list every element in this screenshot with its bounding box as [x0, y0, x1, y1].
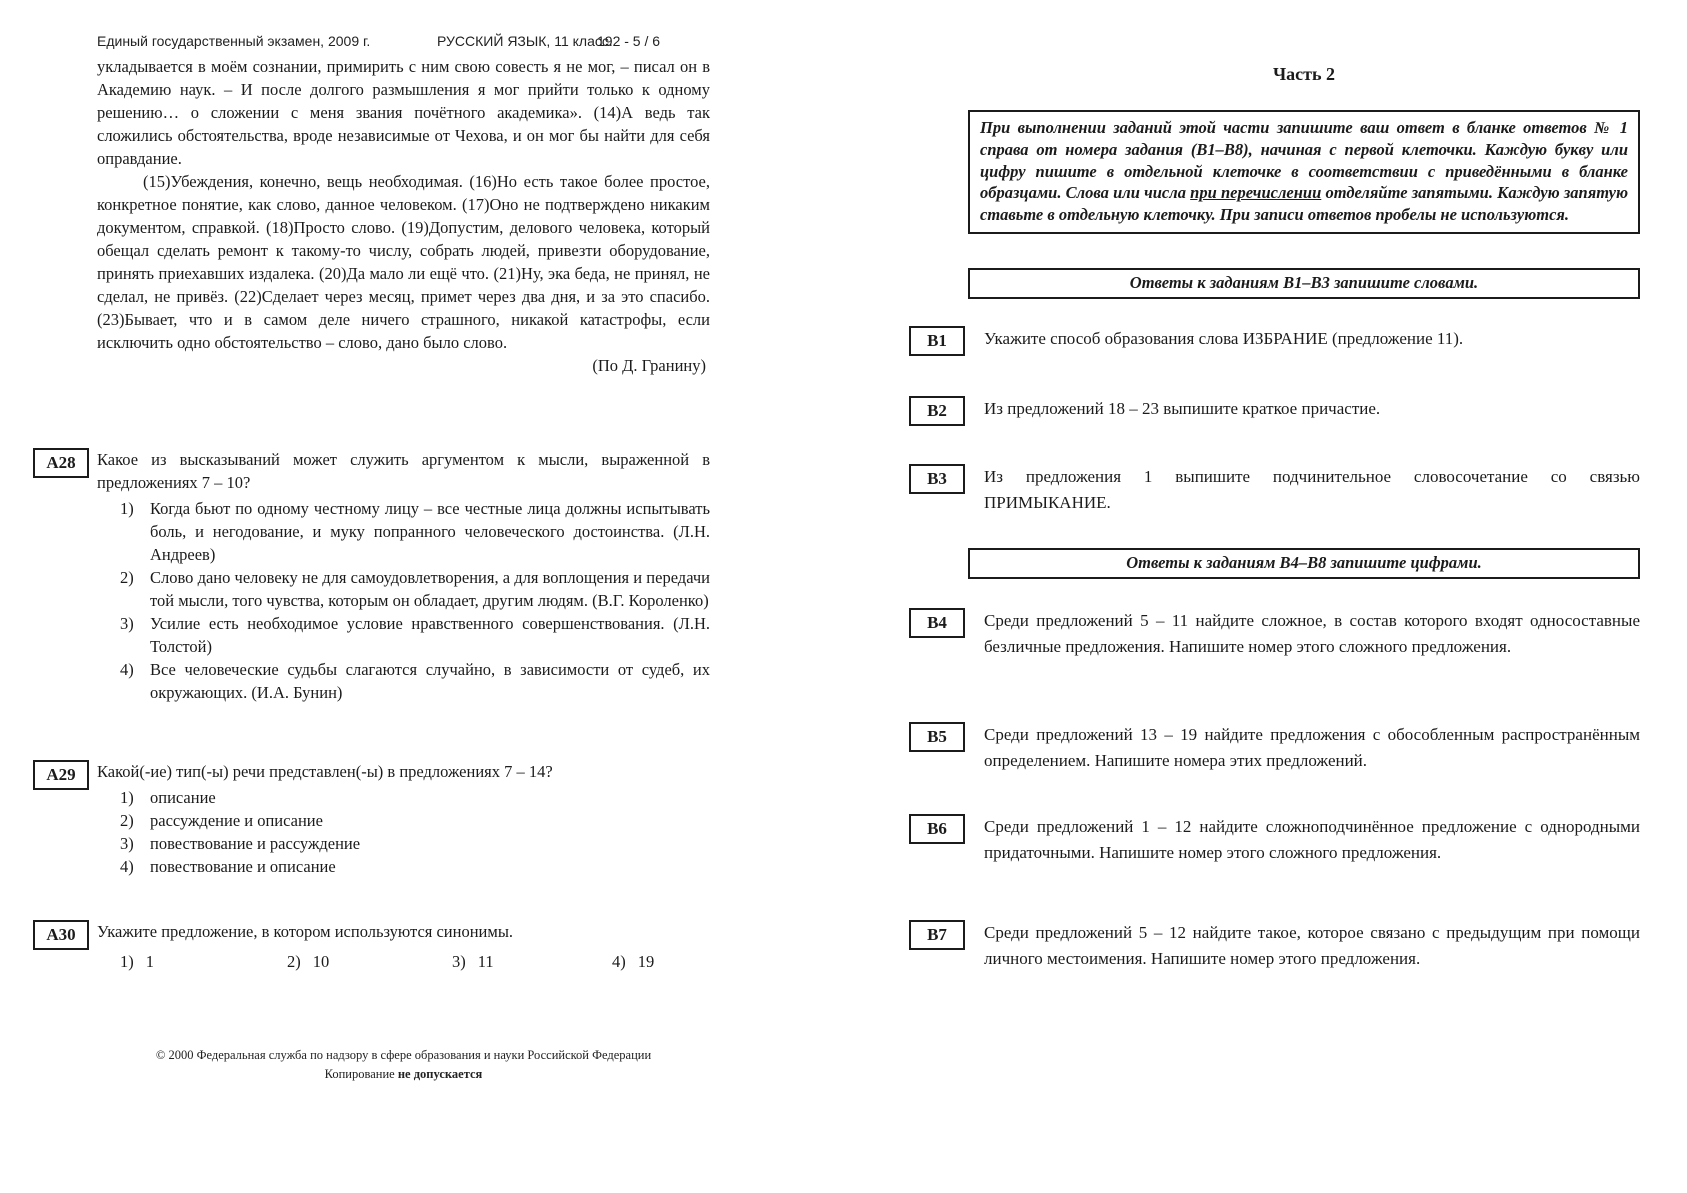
option-A29-4 — [120, 855, 710, 878]
question-label-B6: В6 — [909, 814, 965, 844]
instruction-text-before: При выполнении заданий этой части запишите ваш ответ в бланке ответов № 1 справа от номера задания (В1–В8), начиная с первой клеточки. Каждую букву или цифру пишите в отдельной клеточке в соответствии с приведёнными в бланке образцами. Слова или числа — [980, 118, 1628, 203]
option-text: повествование и рассуждение — [150, 834, 361, 853]
option-A30-3 — [452, 952, 612, 972]
passage-paragraph-2: (15)Убеждения, конечно, вещь необходимая. (16)Но есть такое более простое, конкретное понятие, как слово, данное человеком. (17)Оно не подтверждено никаким документом, справкой. (18)Просто слово. (19)Допустим, делового человека, который обещал сделать ремонт к такому-то числу, собрать людей, привезти оборудование, принять приехавших издалека. (20)Да мало ли ещё что. (21)Ну, эка беда, не принял, не сделал, не привёз. (22)Сделает через месяц, примет через два дня, и за это спасибо. (23)Бывает, что и в самом деле ничего страшного, никакой катастрофы, если исключить одно обстоятельство – слово, дано было слово. — [97, 172, 710, 352]
question-text-A30: Укажите предложение, в котором используются синонимы. — [97, 922, 514, 941]
question-label-B7: В7 — [909, 920, 965, 950]
section-header-B1-B3: Ответы к заданиям В1–В3 запишите словами. — [968, 268, 1640, 299]
question-text-B4: Среди предложений 5 – 11 найдите сложное, в состав которого входят односоставные безличные предложения. Напишите номер этого сложного предложения. — [984, 611, 1640, 656]
question-B2 — [909, 396, 1640, 426]
question-label-A29: А29 — [33, 760, 89, 790]
question-label-B4: В4 — [909, 608, 965, 638]
option-text: Слово дано человеку не для самоудовлетворения, а для воплощения и передачи той мысли, того чувства, которым он обладает, другим людям. (В.Г. Короленко) — [150, 568, 710, 610]
question-B4 — [909, 608, 1640, 660]
option-number: 2) — [120, 811, 134, 830]
options-A29 — [97, 786, 710, 878]
passage-paragraph-1: укладывается в моём сознании, примирить с ним свою совесть я не мог, – писал он в Академию наук. – И после долгого размышления я мог прийти только к одному решению… о сложении с меня звания почётного академика». (14)А ведь так сложились обстоятельства, вроде независимые от Чехова, и он мог бы найти для себя оправдание. — [97, 57, 710, 168]
option-A30-1 — [120, 952, 287, 972]
option-number: 3) — [120, 834, 134, 853]
question-B7 — [909, 920, 1640, 972]
option-value: 10 — [312, 952, 330, 971]
options-A30 — [97, 952, 710, 972]
question-A30 — [33, 920, 710, 972]
question-label-A28: А28 — [33, 448, 89, 478]
footer-copy-notice: Копирование не допускается — [324, 1067, 483, 1081]
option-text: описание — [150, 788, 216, 807]
option-A28-4 — [120, 658, 710, 704]
option-value: 11 — [477, 952, 494, 971]
question-label-A30: А30 — [33, 920, 89, 950]
option-text: Усилие есть необходимое условие нравственного совершенствования. (Л.Н. Толстой) — [150, 614, 710, 656]
question-label-B3: В3 — [909, 464, 965, 494]
option-number: 4) — [612, 952, 626, 971]
option-A29-2 — [120, 809, 710, 832]
option-number: 3) — [120, 614, 134, 633]
question-text-B5: Среди предложений 13 – 19 найдите предложения с обособленным распространённым определением. Напишите номера этих предложений. — [984, 725, 1640, 770]
question-B5 — [909, 722, 1640, 774]
option-number: 1) — [120, 788, 134, 807]
option-number: 2) — [120, 568, 134, 587]
question-body-A29 — [97, 760, 710, 878]
option-number: 1) — [120, 952, 134, 971]
instruction-text-after: отделяйте запятыми. Каждую запятую ставьте в отдельную клеточку. При записи ответов пробелы не используются. — [980, 183, 1628, 225]
header-page-number: 192 - 5 / 6 — [597, 33, 661, 49]
question-B6 — [909, 814, 1640, 866]
option-A28-2 — [120, 566, 710, 612]
option-A29-3 — [120, 832, 710, 855]
question-body-A30 — [97, 920, 710, 972]
option-text: Когда бьют по одному честному лицу – все честные лица должны испытывать боль, и негодование, и муку попранного человеческого достоинства. (Л.Н. Андреев) — [150, 499, 710, 564]
question-B3 — [909, 464, 1640, 516]
option-text: рассуждение и описание — [150, 811, 323, 830]
question-A29 — [33, 760, 710, 878]
reading-passage — [97, 55, 710, 377]
footer-copyright: © 2000 Федеральная служба по надзору в сфере образования и науки Российской Федерации — [155, 1048, 652, 1062]
question-label-B5: В5 — [909, 722, 965, 752]
question-text-A29: Какой(-ие) тип(-ы) речи представлен(-ы) в предложениях 7 – 14? — [97, 762, 553, 781]
option-text: повествование и описание — [150, 857, 336, 876]
option-number: 4) — [120, 660, 134, 679]
question-text-A28: Какое из высказываний может служить аргументом к мысли, выраженной в предложениях 7 – 10? — [97, 450, 710, 492]
options-A28 — [97, 497, 710, 704]
question-B1 — [909, 326, 1640, 356]
option-number: 1) — [120, 499, 134, 518]
question-text-B2: Из предложений 18 – 23 выпишите краткое причастие. — [984, 399, 1381, 418]
option-value: 1 — [145, 952, 154, 971]
section-header-B4-B8: Ответы к заданиям В4–В8 запишите цифрами. — [968, 548, 1640, 579]
option-A30-2 — [287, 952, 452, 972]
question-text-B1: Укажите способ образования слова ИЗБРАНИЕ (предложение 11). — [984, 329, 1464, 348]
option-text: Все человеческие судьбы слагаются случайно, в зависимости от судеб, их окружающих. (И.А. Бунин) — [150, 660, 710, 702]
option-A28-1 — [120, 497, 710, 566]
option-value: 19 — [637, 952, 655, 971]
header-exam-title: Единый государственный экзамен, 2009 г. — [97, 33, 371, 49]
question-A28 — [33, 448, 710, 704]
question-text-B3: Из предложения 1 выпишите подчинительное словосочетание со связью ПРИМЫКАНИЕ. — [984, 467, 1640, 512]
part2-title: Часть 2 — [1272, 64, 1336, 84]
question-body-A28 — [97, 448, 710, 704]
part2-instruction-box — [968, 110, 1640, 234]
option-number: 4) — [120, 857, 134, 876]
question-text-B6: Среди предложений 1 – 12 найдите сложноподчинённое предложение с однородными придаточными. Напишите номер этого сложного предложения. — [984, 817, 1640, 862]
page-footer — [97, 1046, 710, 1084]
passage-attribution: (По Д. Гранину) — [592, 356, 706, 375]
instruction-text-underlined: при перечислении — [1190, 183, 1322, 203]
question-text-B7: Среди предложений 5 – 12 найдите такое, которое связано с предыдущим при помощи личного местоимения. Напишите номер этого предложения. — [984, 923, 1640, 968]
option-A30-4 — [612, 952, 710, 972]
option-A29-1 — [120, 786, 710, 809]
option-number: 3) — [452, 952, 466, 971]
header-subject: РУССКИЙ ЯЗЫК, 11 класс. — [437, 33, 613, 49]
option-number: 2) — [287, 952, 301, 971]
option-A28-3 — [120, 612, 710, 658]
question-label-B1: В1 — [909, 326, 965, 356]
page-header — [97, 33, 710, 53]
question-label-B2: В2 — [909, 396, 965, 426]
